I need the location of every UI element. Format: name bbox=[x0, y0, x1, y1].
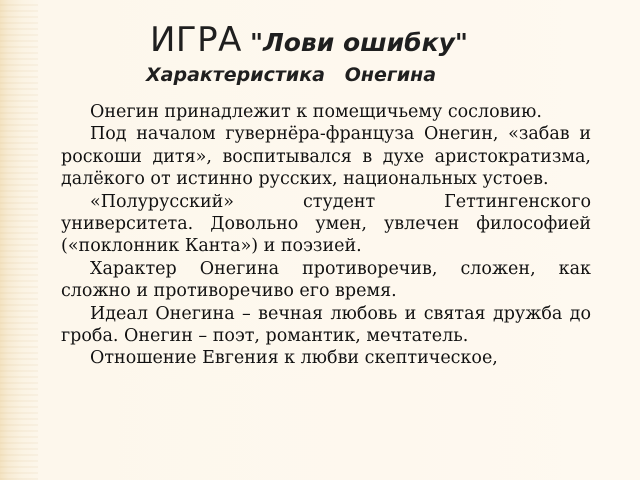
title-game-name: "Лови ошибку" bbox=[249, 28, 468, 57]
paragraph: Отношение Евгения к любви скептическое, bbox=[90, 348, 498, 369]
paragraph: Идеал Онегина – вечная любовь и святая дружба до гроба. Онегин – поэт, романтик, мечтатель. bbox=[61, 303, 591, 347]
paragraph: Под началом гувернёра-француза Онегин, «забав и роскоши дитя», воспитывался в духе аристократизма, далёкого от истинно русских, национальных устоев. bbox=[61, 124, 591, 190]
paragraph: Онегин принадлежит к помещичьему сословию. bbox=[90, 102, 542, 122]
slide-body bbox=[61, 101, 591, 370]
paragraph: Характер Онегина противоречив, сложен, как сложно и противоречиво его время. bbox=[61, 258, 591, 302]
decorative-left-band bbox=[0, 0, 38, 480]
slide-subtitle: Характеристика Онегина bbox=[146, 64, 437, 86]
paragraph: «Полурусский» студент Геттингенского университета. Довольно умен, увлечен философией («поклонник Канта») и поэзией. bbox=[61, 191, 591, 257]
slide-title bbox=[150, 20, 468, 60]
title-main: ИГРА bbox=[150, 20, 242, 60]
